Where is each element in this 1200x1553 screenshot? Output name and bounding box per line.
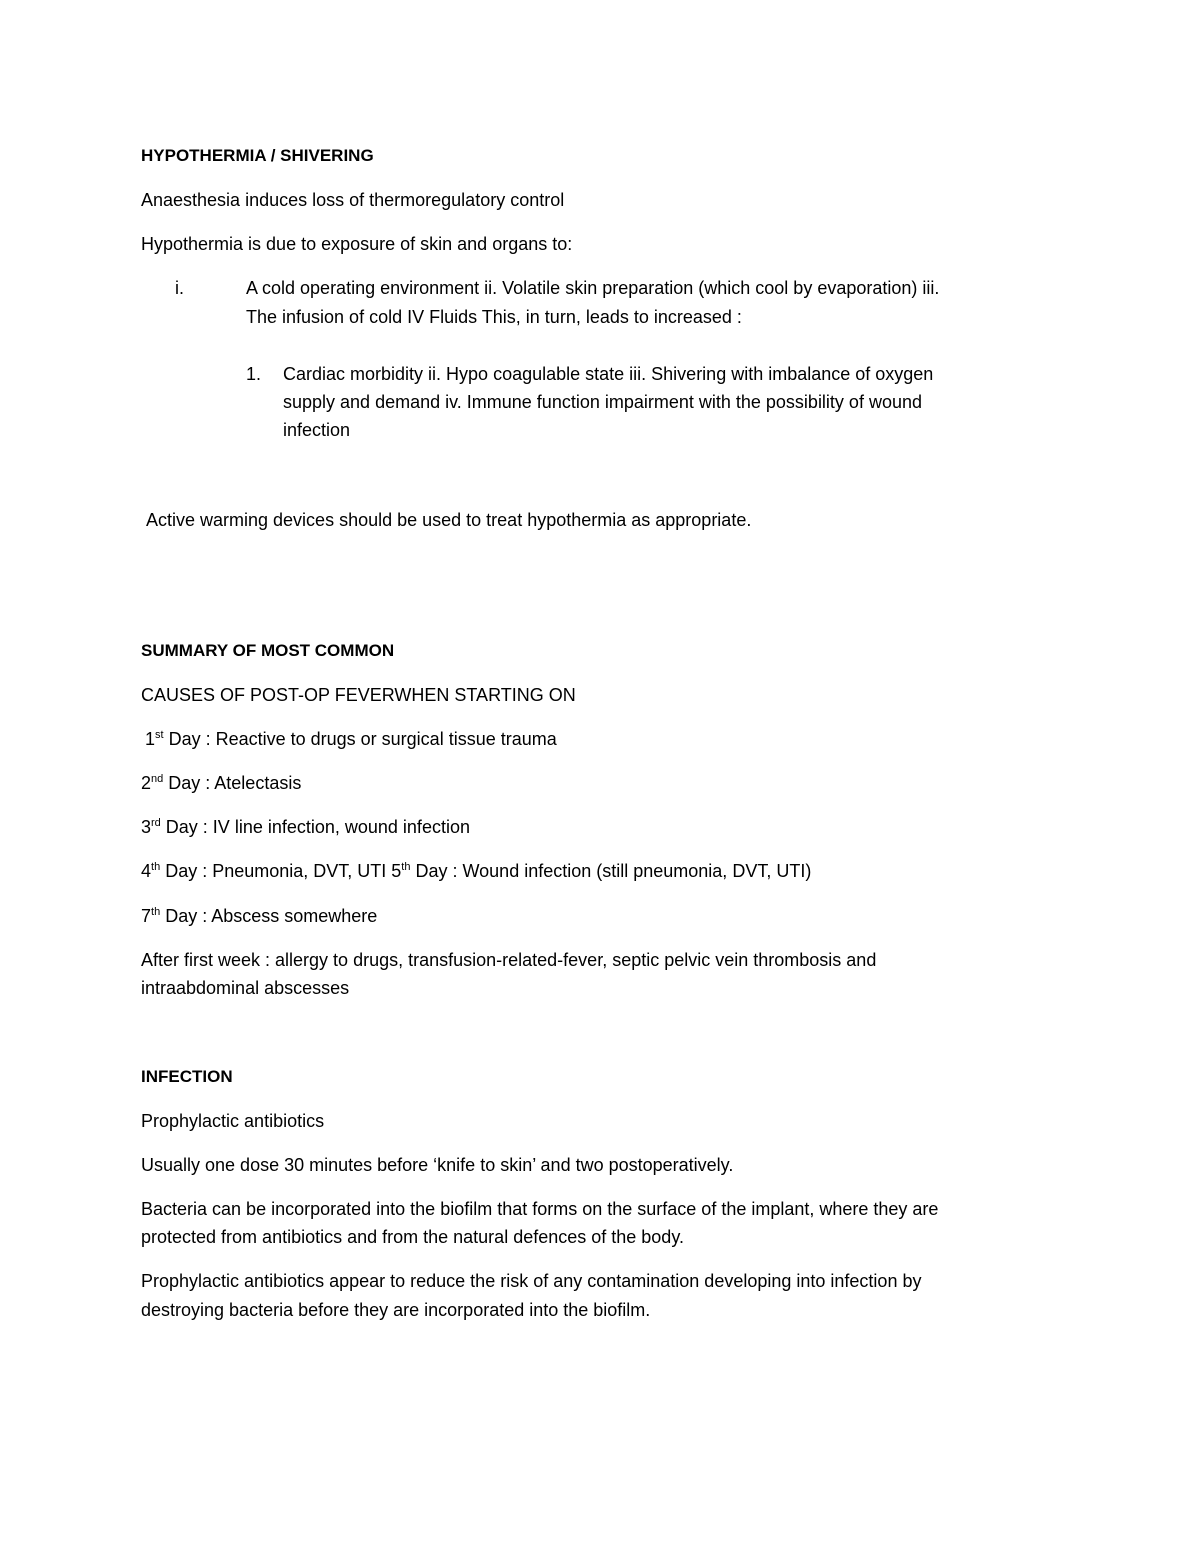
day-7-suffix: th	[151, 906, 161, 918]
day-4-text: Day : Pneumonia, DVT, UTI 5	[160, 861, 402, 881]
roman-list-marker: i.	[175, 278, 184, 298]
day-5-text: Day : Wound infection (still pneumonia, DVT, UTI)	[410, 861, 812, 881]
day-1-suffix: st	[155, 729, 164, 741]
day-1-line	[145, 725, 557, 753]
section-heading-hypothermia: HYPOTHERMIA / SHIVERING	[141, 146, 374, 165]
day-7-line	[141, 902, 377, 930]
after-first-week-line-1: After first week : allergy to drugs, transfusion-related-fever, septic pelvic vein thrombosis and	[141, 950, 877, 970]
day-2-line	[141, 769, 301, 797]
day-4-number: 4	[141, 861, 152, 881]
paragraph-active-warming: Active warming devices should be used to treat hypothermia as appropriate.	[146, 510, 752, 530]
paragraph-biofilm-line-2: protected from antibiotics and from the natural defences of the body.	[141, 1227, 684, 1247]
paragraph-reduce-risk-line-1: Prophylactic antibiotics appear to reduce the risk of any contamination developing into infection by	[141, 1271, 922, 1291]
day-4-suffix: th	[151, 861, 161, 873]
after-first-week-line-2: intraabdominal abscesses	[141, 978, 350, 998]
numbered-list-line-3: infection	[283, 420, 351, 440]
day-2-text: Day : Atelectasis	[163, 773, 302, 793]
paragraph-causes-heading: CAUSES OF POST-OP FEVERWHEN STARTING ON	[141, 685, 576, 705]
section-heading-infection: INFECTION	[141, 1067, 233, 1086]
paragraph-thermoregulatory: Anaesthesia induces loss of thermoregulatory control	[141, 190, 565, 210]
numbered-list-line-1: Cardiac morbidity ii. Hypo coagulable state iii. Shivering with imbalance of oxygen	[283, 364, 934, 384]
paragraph-dose: Usually one dose 30 minutes before ‘knife to skin’ and two postoperatively.	[141, 1155, 734, 1175]
paragraph-prophylactic: Prophylactic antibiotics	[141, 1111, 325, 1131]
paragraph-reduce-risk-line-2: destroying bacteria before they are incorporated into the biofilm.	[141, 1300, 651, 1320]
day-3-text: Day : IV line infection, wound infection	[160, 817, 470, 837]
day-7-number: 7	[141, 906, 152, 926]
paragraph-hypothermia-cause: Hypothermia is due to exposure of skin and organs to:	[141, 234, 573, 254]
day-3-suffix: rd	[151, 817, 161, 829]
day-2-suffix: nd	[151, 773, 164, 785]
day-3-number: 3	[141, 817, 152, 837]
day-4-5-line	[141, 857, 811, 885]
numbered-list-marker: 1.	[246, 364, 262, 384]
day-2-number: 2	[141, 773, 152, 793]
day-1-number: 1	[145, 729, 156, 749]
paragraph-biofilm-line-1: Bacteria can be incorporated into the biofilm that forms on the surface of the implant, where they are	[141, 1199, 939, 1219]
day-5-suffix: th	[401, 861, 411, 873]
roman-list-line-2: The infusion of cold IV Fluids This, in turn, leads to increased :	[246, 307, 742, 327]
day-7-text: Day : Abscess somewhere	[160, 906, 378, 926]
numbered-list-line-2: supply and demand iv. Immune function impairment with the possibility of wound	[283, 392, 922, 412]
day-1-text: Day : Reactive to drugs or surgical tissue trauma	[163, 729, 557, 749]
roman-list-line-1: A cold operating environment ii. Volatile skin preparation (which cool by evaporation) iii.	[246, 278, 940, 298]
day-3-line	[141, 813, 470, 841]
section-heading-summary: SUMMARY OF MOST COMMON	[141, 641, 395, 660]
